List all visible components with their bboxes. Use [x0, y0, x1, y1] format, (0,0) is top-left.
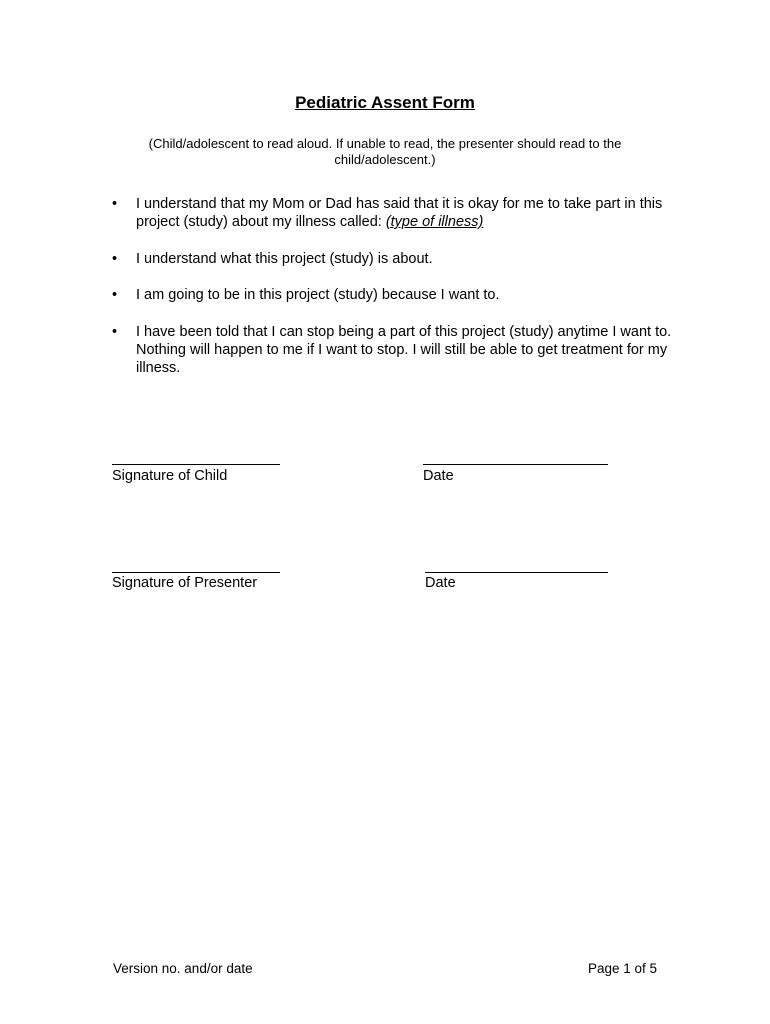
page-title: Pediatric Assent Form [295, 93, 475, 112]
statement-voluntary: I am going to be in this project (study) because I want to. [136, 287, 500, 303]
statement-permission-text: I understand that my Mom or Dad has said that it is okay for me to take part in this project (study) about my illness called: [136, 196, 663, 230]
child-signature-line[interactable] [112, 464, 280, 465]
bullet-icon: • [112, 196, 118, 212]
statement-permission [136, 195, 672, 231]
statement-withdraw: I have been told that I can stop being a part of this project (study) anytime I want to. Nothing will happen to me if I want to stop. I will still be able to get treatment for my illness. [136, 324, 672, 376]
presenter-date-label: Date [425, 575, 456, 591]
statement-understand: I understand what this project (study) is about. [136, 251, 433, 267]
bullet-icon: • [112, 287, 118, 303]
bullet-icon: • [112, 324, 118, 340]
child-date-line[interactable] [423, 464, 608, 465]
intro-instructions: (Child/adolescent to read aloud. If unable to read, the presenter should read to the child/adolescent.) [148, 136, 622, 167]
bullet-icon: • [112, 251, 118, 267]
presenter-signature-label: Signature of Presenter [112, 575, 258, 591]
child-date-label: Date [423, 468, 454, 484]
child-signature-label: Signature of Child [112, 468, 228, 484]
presenter-signature-line[interactable] [112, 572, 280, 573]
presenter-date-line[interactable] [425, 572, 608, 573]
footer-version: Version no. and/or date [113, 961, 253, 976]
illness-placeholder: (type of illness) [385, 214, 484, 230]
footer-page-number: Page 1 of 5 [587, 961, 657, 976]
